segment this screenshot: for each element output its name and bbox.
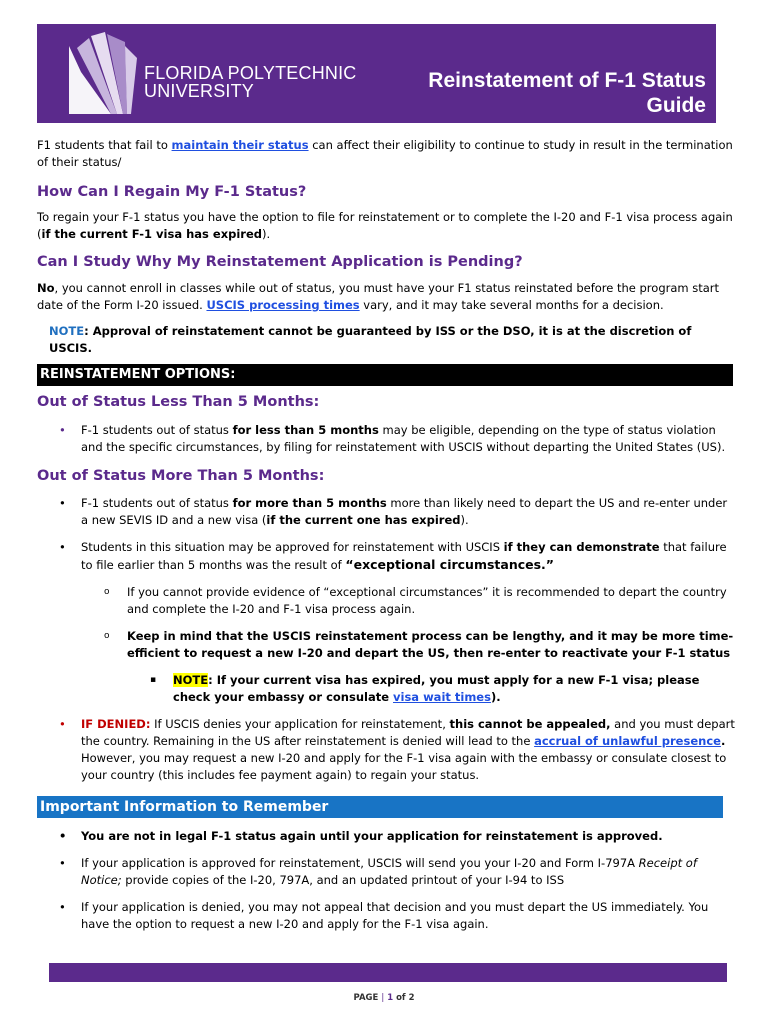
more-b1-bold2: if the current one has expired — [266, 513, 461, 527]
more-subsub-end: ). — [490, 690, 501, 704]
document-title-line2: Guide — [646, 94, 706, 117]
circle-bullet-icon: o — [104, 631, 110, 641]
regain-status-heading: How Can I Regain My F-1 Status? — [37, 184, 307, 200]
less-bullet-pre: F-1 students out of status — [81, 423, 233, 437]
university-name — [144, 64, 357, 100]
bullet-icon: • — [59, 900, 66, 914]
more-b2-bold: if they can demonstrate — [503, 540, 660, 554]
more-sub2-text: Keep in mind that the USCIS reinstatement process can be lengthy, and it may be more time-efficient to request a new I-20 and depart the US, then re-enter to reactivate your F-1 status — [127, 629, 734, 660]
pending-no: No — [37, 281, 55, 295]
page-label: PAGE — [353, 993, 379, 1003]
bullet-icon: • — [59, 423, 66, 437]
note-text: : Approval of reinstatement cannot be guaranteed by ISS or the DSO, it is at the discretion of USCIS. — [49, 324, 692, 355]
university-logo-icon — [67, 32, 137, 116]
document-body — [37, 137, 737, 933]
denied-text-pre: If USCIS denies your application for reinstatement, — [150, 717, 450, 731]
more-b1-post: ). — [460, 513, 469, 527]
circle-bullet-icon: o — [104, 587, 110, 597]
more-b2-pre: Students in this situation may be approved for reinstatement with USCIS — [81, 540, 504, 554]
bullet-icon: • — [59, 717, 66, 731]
important-item-1: You are not in legal F-1 status again until your application for reinstatement is approved. — [81, 829, 663, 843]
list-item — [37, 672, 737, 706]
pending-paragraph — [37, 280, 737, 314]
page-total: of 2 — [393, 993, 415, 1003]
more-b1-pre: F-1 students out of status — [81, 496, 233, 510]
important-info-banner: Important Information to Remember — [37, 796, 723, 818]
page-separator: | — [381, 993, 385, 1003]
footer-bar — [49, 963, 727, 982]
pending-text-pre: , you cannot enroll in classes while out of status, you must have your F1 status reinstated before the program start date of the Form I-20 issued. — [37, 281, 720, 312]
denied-text-mid: and you must depart the country. Remaining in the US after reinstatement is denied will lead to the — [81, 717, 735, 748]
regain-text-bold: if the current F-1 visa has expired — [41, 227, 262, 241]
note-label: NOTE — [49, 324, 85, 338]
important-item-2-pre: If your application is approved for reinstatement, USCIS will send you your I-20 and Form I-797A — [81, 856, 639, 870]
list-item — [37, 539, 737, 574]
intro-text-pre: F1 students that fail to — [37, 138, 172, 152]
more-b2-bold2: “exceptional circumstances.” — [345, 557, 555, 572]
visa-wait-times-link[interactable]: visa wait times — [393, 690, 491, 704]
less-than-5-heading: Out of Status Less Than 5 Months: — [37, 394, 320, 410]
reinstatement-options-banner: REINSTATEMENT OPTIONS: — [37, 364, 733, 386]
bullet-icon: • — [59, 829, 67, 843]
document-header — [37, 24, 716, 123]
denied-paragraph-2: However, you may request a new I-20 and apply for the F-1 visa again with the embassy or consulate closest to your country (this includes fee payment again) to regain your status. — [81, 751, 727, 782]
square-bullet-icon: ▪ — [150, 675, 157, 685]
regain-text-post: ). — [262, 227, 271, 241]
important-item-2-post: provide copies of the I-20, 797A, and an updated printout of your I-94 to ISS — [121, 873, 565, 887]
page-number — [0, 993, 768, 1003]
regain-text-pre: To regain your F-1 status you have the option to file for reinstatement or to complete the I-20 and F-1 visa process again ( — [37, 210, 733, 241]
document-title — [428, 68, 706, 118]
intro-paragraph — [37, 137, 737, 171]
less-bullet-post: may be eligible, depending on the type of status violation and the specific circumstances, by filing for reinstatement with USCIS without departing the United States (US). — [81, 423, 726, 454]
list-item — [37, 422, 737, 456]
more-than-5-heading: Out of Status More Than 5 Months: — [37, 468, 325, 484]
more-subsub-text: : If your current visa has expired, you must apply for a new F-1 visa; please check your embassy or consulate — [173, 673, 700, 704]
highlighted-note-label: NOTE — [173, 673, 209, 687]
pending-text-post: vary, and it may take several months for a decision. — [359, 298, 664, 312]
more-b2-mid: that failure to file earlier than 5 months was the result of — [81, 540, 727, 572]
more-b1-mid: more than likely need to depart the US and re-enter under a new SEVIS ID and a new visa ( — [81, 496, 728, 527]
regain-paragraph — [37, 209, 737, 243]
list-item — [37, 716, 737, 750]
list-item — [37, 855, 737, 889]
important-item-3: If your application is denied, you may not appeal that decision and you must depart the US immediately. You have the option to request a new I-20 and apply for the F-1 visa again. — [81, 900, 709, 931]
university-name-line2: UNIVERSITY — [144, 81, 255, 101]
denied-text-end: . — [720, 734, 726, 748]
intro-text-post: can affect their eligibility to continue to study in result in the termination of their status/ — [37, 138, 733, 169]
more-b1-bold: for more than 5 months — [232, 496, 387, 510]
unlawful-presence-link[interactable]: accrual of unlawful presence — [534, 734, 721, 748]
uscis-processing-times-link[interactable]: USCIS processing times — [206, 298, 360, 312]
denied-text-bold: this cannot be appealed, — [449, 717, 611, 731]
if-denied-label: IF DENIED: — [81, 717, 151, 731]
current-page: 1 — [387, 993, 394, 1003]
list-item — [37, 495, 737, 529]
bullet-icon: • — [59, 540, 66, 554]
more-sub1-text: If you cannot provide evidence of “exceptional circumstances” it is recommended to depart the country and complete the I-20 and F-1 visa process again. — [127, 585, 727, 616]
list-item — [37, 899, 737, 933]
university-name-line1: FLORIDA POLYTECHNIC — [144, 63, 357, 83]
list-item — [37, 828, 737, 845]
pending-heading: Can I Study Why My Reinstatement Application is Pending? — [37, 254, 523, 270]
list-item — [37, 628, 737, 662]
document-title-line1: Reinstatement of F-1 Status — [428, 69, 706, 92]
bullet-icon: • — [59, 856, 66, 870]
less-bullet-bold: for less than 5 months — [232, 423, 379, 437]
list-item — [37, 584, 737, 618]
bullet-icon: • — [59, 496, 66, 510]
pending-note — [37, 323, 737, 357]
maintain-status-link[interactable]: maintain their status — [171, 138, 309, 152]
important-item-2-italic: Receipt of Notice; — [81, 856, 697, 887]
